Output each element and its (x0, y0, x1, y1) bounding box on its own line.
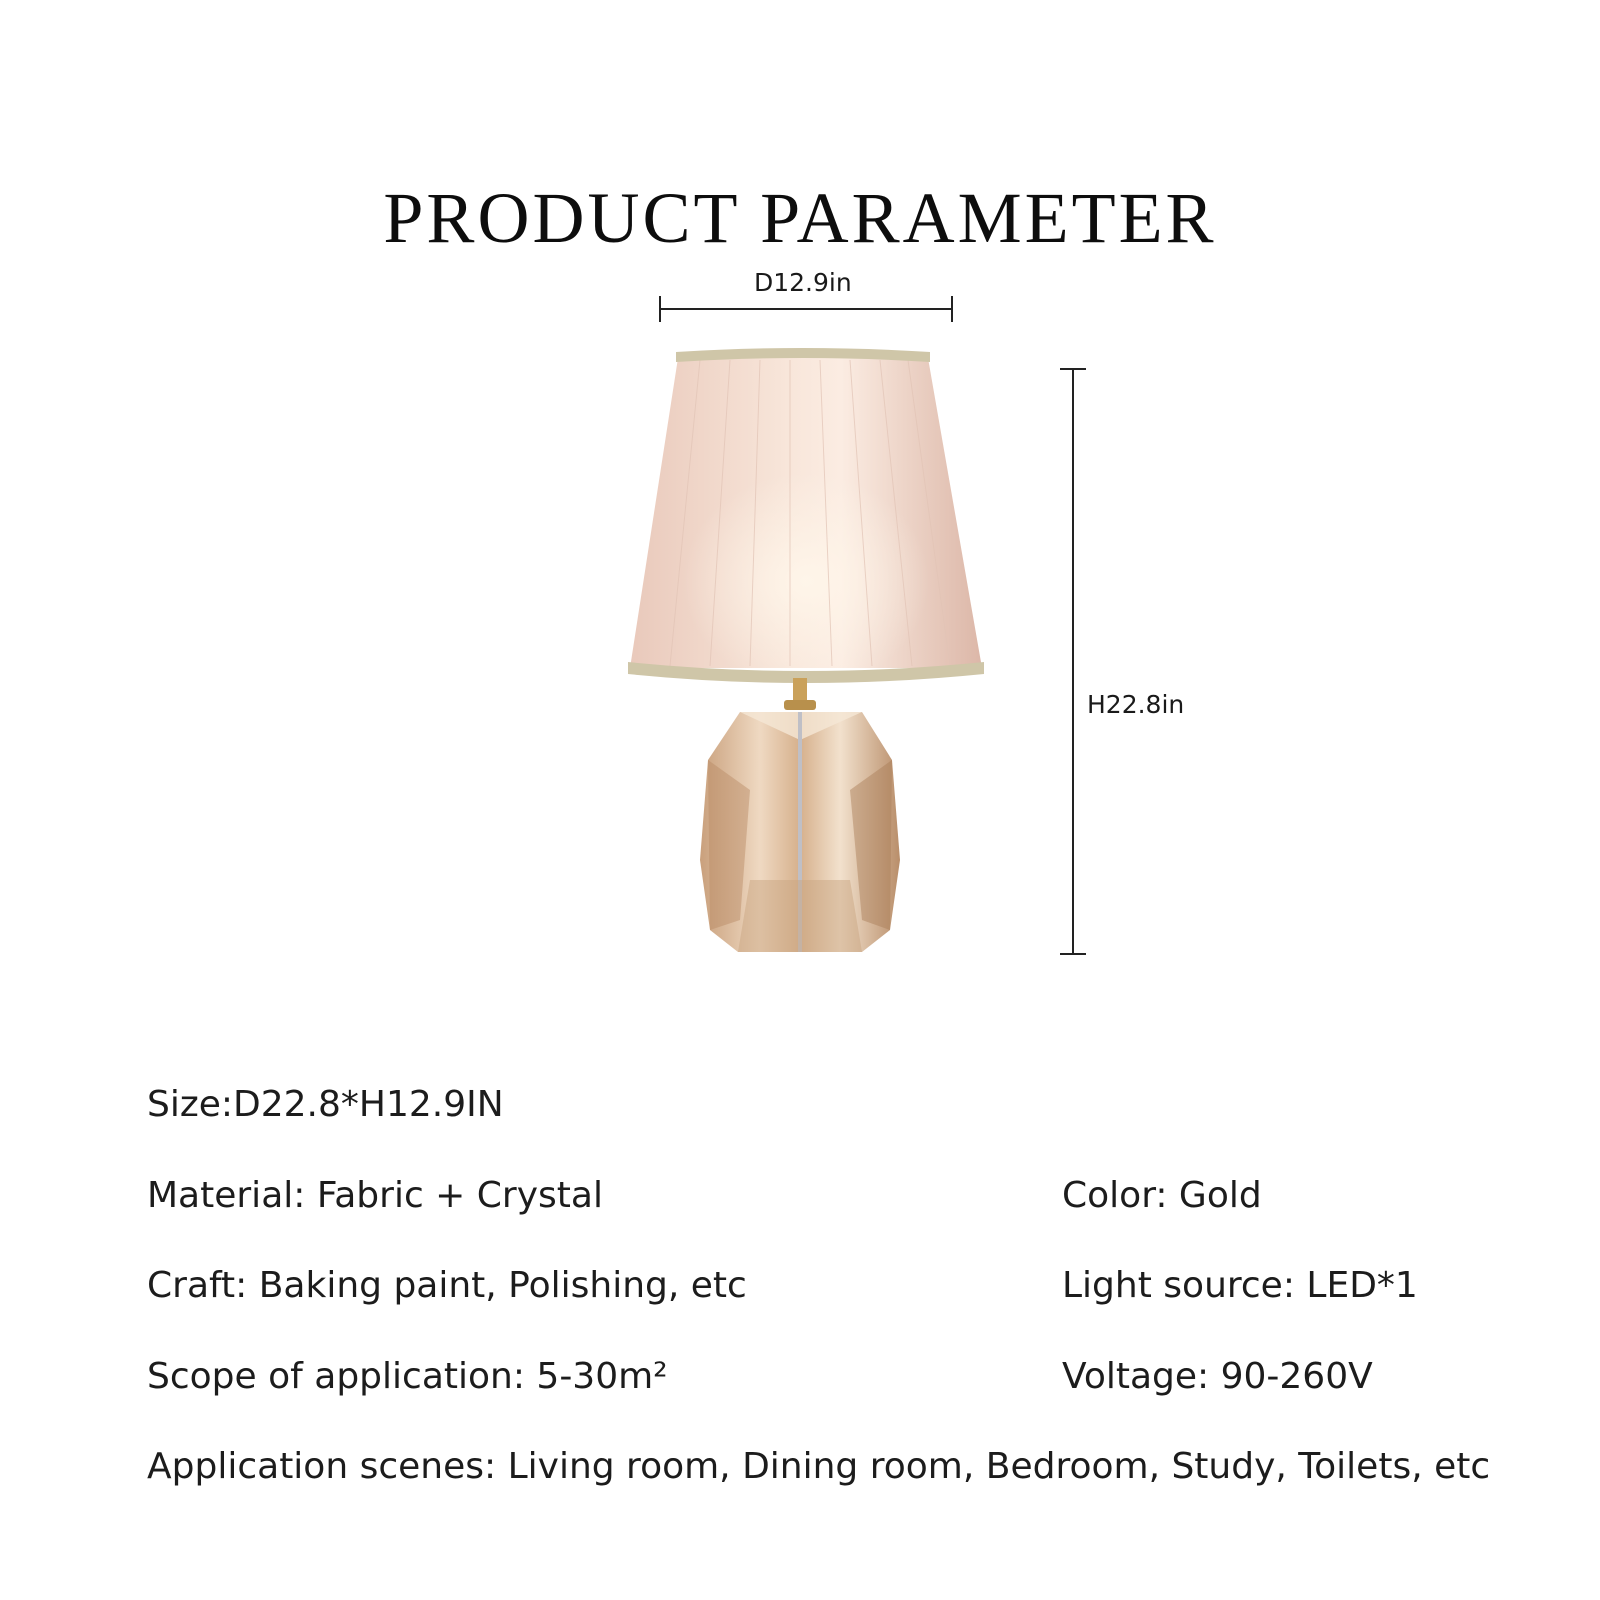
spec-size: Size:D22.8*H12.9IN (147, 1084, 504, 1125)
page-title: PRODUCT PARAMETER (383, 178, 1217, 258)
spec-color: Color: Gold (1062, 1175, 1262, 1216)
diameter-line (660, 296, 952, 322)
spec-light-source: Light source: LED*1 (1062, 1265, 1418, 1306)
table-lamp-icon (600, 340, 1000, 980)
spec-material: Material: Fabric + Crystal (147, 1175, 603, 1216)
height-label: H22.8in (1087, 690, 1185, 719)
crystal-base (700, 712, 900, 952)
spec-scope: Scope of application: 5-30m² (147, 1356, 668, 1397)
height-line (1060, 369, 1086, 954)
spec-voltage: Voltage: 90-260V (1062, 1356, 1373, 1397)
diameter-label: D12.9in (754, 268, 852, 297)
lamp-shade (628, 348, 984, 683)
spec-scenes: Application scenes: Living room, Dining room, Bedroom, Study, Toilets, etc (147, 1446, 1491, 1487)
spec-craft: Craft: Baking paint, Polishing, etc (147, 1265, 747, 1306)
